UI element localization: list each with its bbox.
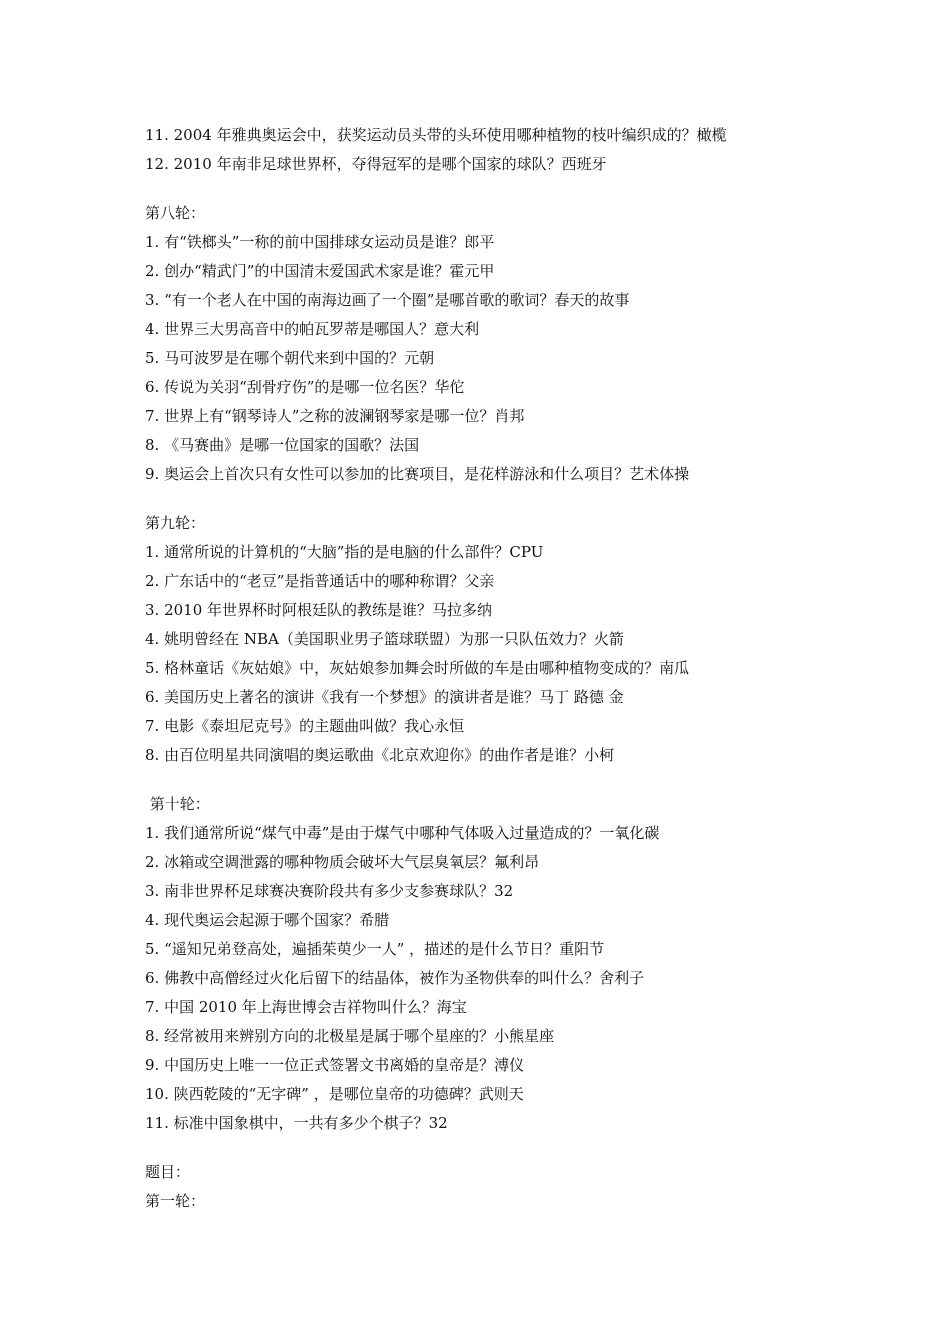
- round-heading: 第一轮：: [145, 1192, 206, 1210]
- question-line: 12. 2010 年南非足球世界杯，夺得冠军的是哪个国家的球队？西班牙: [145, 155, 607, 173]
- question-line: 11. 标准中国象棋中，一共有多少个棋子？32: [145, 1114, 448, 1132]
- question-line: 11. 2004 年雅典奥运会中，获奖运动员头带的头环使用哪种植物的枝叶编织成的？橄榄: [145, 126, 727, 144]
- question-line: 5. 马可波罗是在哪个朝代来到中国的？元朝: [145, 349, 435, 367]
- round-continuation: [145, 121, 925, 179]
- round-heading: 第十轮：: [145, 795, 210, 813]
- question-line: 10. 陕西乾陵的“无字碑” ，是哪位皇帝的功德碑？武则天: [145, 1085, 524, 1103]
- question-line: 7. 世界上有“钢琴诗人”之称的波澜钢琴家是哪一位？肖邦: [145, 407, 525, 425]
- question-line: 5. “遥知兄弟登高处，遍插茱萸少一人” ，描述的是什么节日？重阳节: [145, 940, 605, 958]
- question-line: 5. 格林童话《灰姑娘》中，灰姑娘参加舞会时所做的车是由哪种植物变成的？南瓜: [145, 659, 690, 677]
- round-8-section: [145, 199, 925, 489]
- question-line: 9. 奥运会上首次只有女性可以参加的比赛项目，是花样游泳和什么项目？艺术体操: [145, 465, 690, 483]
- questions-section: [145, 1158, 925, 1216]
- question-line: 6. 美国历史上著名的演讲《我有一个梦想》的演讲者是谁？马丁 路德 金: [145, 688, 624, 706]
- question-line: 2. 广东话中的“老豆”是指普通话中的哪种称谓？父亲: [145, 572, 495, 590]
- question-line: 4. 世界三大男高音中的帕瓦罗蒂是哪国人？意大利: [145, 320, 480, 338]
- round-10-section: [145, 790, 925, 1138]
- question-line: 9. 中国历史上唯一一位正式签署文书离婚的皇帝是？溥仪: [145, 1056, 525, 1074]
- question-line: 2. 冰箱或空调泄露的哪种物质会破坏大气层臭氧层？氟利昂: [145, 853, 540, 871]
- question-line: 3. “有一个老人在中国的南海边画了一个圈”是哪首歌的歌词？春天的故事: [145, 291, 630, 309]
- question-line: 8. 《马赛曲》是哪一位国家的国歌？法国: [145, 436, 420, 454]
- question-line: 6. 佛教中高僧经过火化后留下的结晶体，被作为圣物供奉的叫什么？舍利子: [145, 969, 645, 987]
- question-line: 7. 电影《泰坦尼克号》的主题曲叫做？我心永恒: [145, 717, 465, 735]
- question-line: 6. 传说为关羽“刮骨疗伤”的是哪一位名医？华佗: [145, 378, 465, 396]
- question-line: 4. 现代奥运会起源于哪个国家？希腊: [145, 911, 390, 929]
- question-line: 1. 通常所说的计算机的“大脑”指的是电脑的什么部件？CPU: [145, 543, 544, 561]
- question-line: 3. 2010 年世界杯时阿根廷队的教练是谁？马拉多纳: [145, 601, 493, 619]
- question-line: 4. 姚明曾经在 NBA（美国职业男子篮球联盟）为那一只队伍效力？火箭: [145, 630, 624, 648]
- round-heading: 第八轮：: [145, 204, 206, 222]
- question-line: 8. 经常被用来辨别方向的北极星是属于哪个星座的？小熊星座: [145, 1027, 555, 1045]
- question-line: 2. 创办“精武门”的中国清末爱国武术家是谁？霍元甲: [145, 262, 495, 280]
- questions-title: 题目：: [145, 1163, 191, 1181]
- question-line: 1. 我们通常所说“煤气中毒”是由于煤气中哪种气体吸入过量造成的？一氧化碳: [145, 824, 660, 842]
- question-line: 3. 南非世界杯足球赛决赛阶段共有多少支参赛球队？32: [145, 882, 514, 900]
- round-heading: 第九轮：: [145, 514, 206, 532]
- round-9-section: [145, 509, 925, 770]
- question-line: 7. 中国 2010 年上海世博会吉祥物叫什么？海宝: [145, 998, 467, 1016]
- question-line: 1. 有“铁榔头”一称的前中国排球女运动员是谁？郎平: [145, 233, 495, 251]
- question-line: 8. 由百位明星共同演唱的奥运歌曲《北京欢迎你》的曲作者是谁？小柯: [145, 746, 615, 764]
- quiz-content: [145, 121, 925, 1216]
